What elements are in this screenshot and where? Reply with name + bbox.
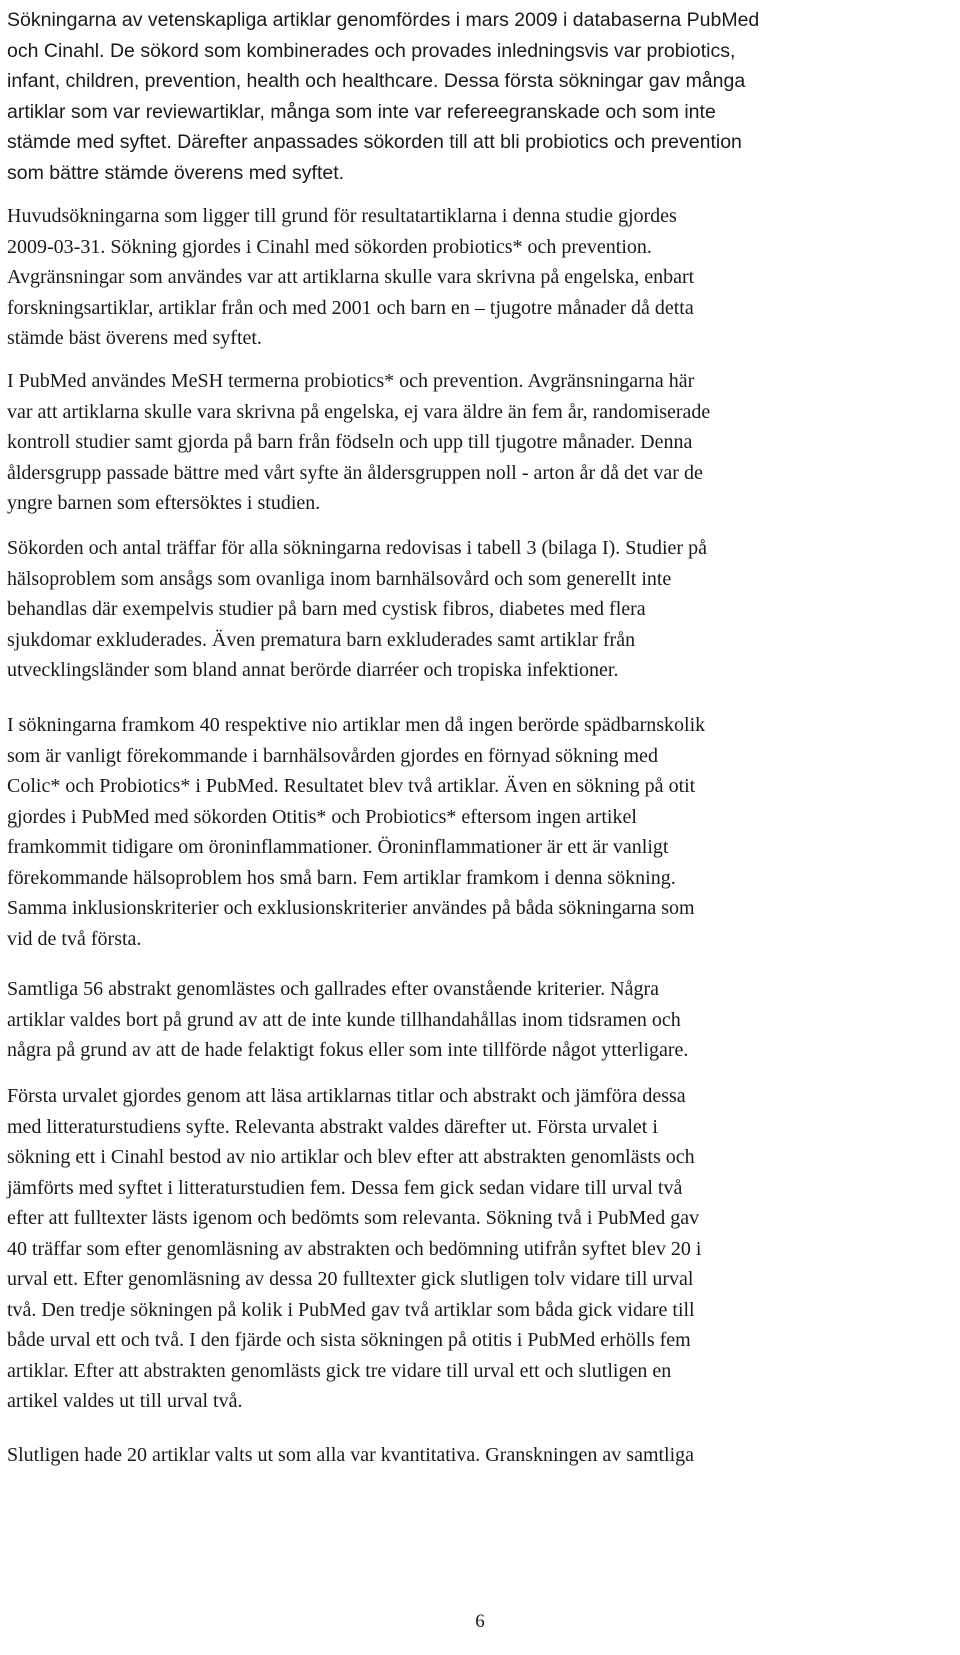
text-line <box>7 924 705 955</box>
text-line <box>7 1356 701 1387</box>
text-line <box>7 863 705 894</box>
paragraph <box>7 533 707 686</box>
text-line <box>7 893 705 924</box>
text-segment: med litteraturstudiens syfte. Relevanta abstrakt valdes därefter ut. Första urvalet i <box>7 1115 658 1138</box>
text-segment: två. Den tredje sökningen på kolik i PubMed gav två artiklar som båda gick vidare till <box>7 1298 695 1321</box>
text-line <box>7 1005 688 1036</box>
text-line <box>7 1234 701 1265</box>
paragraph <box>7 201 694 354</box>
text-line <box>7 5 759 36</box>
text-segment: förekommande hälsoproblem hos små barn. Fem artiklar framkom i denna sökning. <box>7 866 676 889</box>
paragraph <box>7 366 710 519</box>
text-segment: I sökningarna framkom 40 respektive nio artiklar men då ingen berörde spädbarnskolik <box>7 714 706 736</box>
text-segment: sjukdomar exkluderades. Även prematura barn exkluderades samt artiklar från <box>7 628 636 651</box>
text-line <box>7 97 759 128</box>
text-segment: Första urvalet gjordes genom att läsa artiklarnas titlar och abstrakt och jämföra dessa <box>7 1085 686 1107</box>
page-number: 6 <box>475 1611 485 1632</box>
text-segment: Slutligen hade 20 artiklar valts ut som alla var kvantitativa. Granskningen av samtliga <box>7 1444 695 1466</box>
text-line <box>7 1142 701 1173</box>
text-segment: forskningsartiklar, artiklar från och med 2001 och barn en – tjugotre månader då detta <box>7 296 694 319</box>
text-segment: åldersgrupp passade bättre med vårt syfte än åldersgruppen noll - arton år då det var de <box>7 461 703 484</box>
text-line <box>7 564 707 595</box>
text-segment: var att artiklarna skulle vara skrivna på engelska, ej vara äldre än fem år, randomiserade <box>7 400 711 423</box>
text-line <box>7 974 688 1005</box>
text-line <box>7 262 694 293</box>
text-line <box>7 427 710 458</box>
text-segment: yngre barnen som eftersöktes i studien. <box>7 492 321 514</box>
text-segment: Samtliga 56 abstrakt genomlästes och gallrades efter ovanstående kriterier. Några <box>7 978 659 1000</box>
text-line <box>7 66 759 97</box>
text-line <box>7 1081 701 1112</box>
text-line <box>7 458 710 489</box>
text-line <box>7 771 705 802</box>
text-line <box>7 158 759 189</box>
text-segment: 40 träffar som efter genomläsning av abstrakten och bedömning utifrån syftet blev 20 i <box>7 1237 702 1260</box>
text-segment: Samma inklusionskriterier och exklusionskriterier användes på båda sökningarna som <box>7 897 695 919</box>
text-line <box>7 1386 701 1417</box>
text-line <box>7 1203 701 1234</box>
text-segment: behandlas där exempelvis studier på barn med cystisk fibros, diabetes med flera <box>7 598 646 620</box>
text-line <box>7 323 694 354</box>
text-line <box>7 488 710 519</box>
text-segment: framkommit tidigare om öroninflammationer. Öroninflammationer är ett är vanligt <box>7 836 669 858</box>
text-segment: Sökningarna av vetenskapliga artiklar genomfördes i mars 2009 i databaserna PubMed <box>7 9 760 31</box>
text-line <box>7 1440 694 1471</box>
text-segment: efter att fulltexter lästs igenom och bedömts som relevanta. Sökning två i PubMed gav <box>7 1207 700 1229</box>
text-segment: jämförts med syftet i litteraturstudien fem. Dessa fem gick sedan vidare till urval två <box>7 1176 683 1199</box>
text-line <box>7 232 694 263</box>
text-line <box>7 710 705 741</box>
text-line <box>7 625 707 656</box>
text-line <box>7 802 705 833</box>
text-line <box>7 533 707 564</box>
text-segment: sökning ett i Cinahl bestod av nio artiklar och blev efter att abstrakten genomlästs och <box>7 1146 695 1168</box>
text-segment: både urval ett och två. I den fjärde och sista sökningen på otitis i PubMed erhölls fem <box>7 1329 691 1351</box>
text-segment: I PubMed användes MeSH termerna probiotics* och prevention. Avgränsningarna här <box>7 370 695 392</box>
text-line <box>7 127 759 158</box>
text-segment: och Cinahl. De sökord som kombinerades och provades inledningsvis var probiotics, <box>7 39 736 62</box>
text-segment: hälsoproblem som ansågs som ovanliga inom barnhälsovård och som generellt inte <box>7 567 672 590</box>
text-segment: några på grund av att de hade felaktigt fokus eller som inte tillförde något ytterligare. <box>7 1039 689 1061</box>
text-segment: Sökorden och antal träffar för alla sökningarna redovisas i tabell 3 (bilaga I). Studier på <box>7 537 707 559</box>
paragraph <box>7 1081 701 1417</box>
text-segment: artikel valdes ut till urval två. <box>7 1390 243 1412</box>
paragraph <box>7 5 759 188</box>
text-segment: kontroll studier samt gjorda på barn från födseln och upp till tjugotre månader. Denna <box>7 431 693 453</box>
text-segment: artiklar som var reviewartiklar, många som inte var refereegranskade och som inte <box>7 100 716 123</box>
text-line <box>7 1295 701 1326</box>
text-segment: stämde bäst överens med syftet. <box>7 327 262 349</box>
text-line <box>7 1264 701 1295</box>
text-line <box>7 1112 701 1143</box>
paragraph <box>7 710 705 954</box>
text-segment: gjordes i PubMed med sökorden Otitis* och Probiotics* eftersom ingen artikel <box>7 805 637 828</box>
text-segment: 2009-03-31. Sökning gjordes i Cinahl med sökorden probiotics* och prevention. <box>7 235 652 258</box>
text-segment: vid de två första. <box>7 927 142 950</box>
text-segment: Huvudsökningarna som ligger till grund för resultatartiklarna i denna studie gjordes <box>7 205 677 227</box>
text-line <box>7 397 710 428</box>
text-line <box>7 741 705 772</box>
text-line <box>7 293 694 324</box>
text-segment: som bättre stämde överens med syftet. <box>7 161 345 184</box>
text-line <box>7 655 707 686</box>
text-segment: urval ett. Efter genomläsning av dessa 20 fulltexter gick slutligen tolv vidare till urval <box>7 1268 694 1290</box>
text-line <box>7 201 694 232</box>
text-segment: utvecklingsländer som bland annat berörde diarréer och tropiska infektioner. <box>7 659 619 681</box>
text-line <box>7 1035 688 1066</box>
text-line <box>7 594 707 625</box>
text-line <box>7 36 759 67</box>
text-segment: infant, children, prevention, health och healthcare. Dessa första sökningar gav många <box>7 70 746 92</box>
text-segment: som är vanligt förekommande i barnhälsovården gjordes en förnyad sökning med <box>7 744 658 767</box>
text-line <box>7 366 710 397</box>
text-segment: Colic* och Probiotics* i PubMed. Resultatet blev två artiklar. Även en sökning på otit <box>7 775 696 797</box>
text-segment: Avgränsningar som användes var att artiklarna skulle vara skrivna på engelska, enbart <box>7 266 695 288</box>
text-line <box>7 832 705 863</box>
text-line <box>7 1173 701 1204</box>
text-segment: stämde med syftet. Därefter anpassades sökorden till att bli probiotics och prevention <box>7 131 742 153</box>
paragraph <box>7 1440 694 1471</box>
paragraph <box>7 974 688 1066</box>
text-segment: artiklar. Efter att abstrakten genomlästs gick tre vidare till urval ett och slutligen en <box>7 1359 672 1382</box>
text-line <box>7 1325 701 1356</box>
text-segment: artiklar valdes bort på grund av att de inte kunde tillhandahållas inom tidsramen och <box>7 1008 681 1031</box>
